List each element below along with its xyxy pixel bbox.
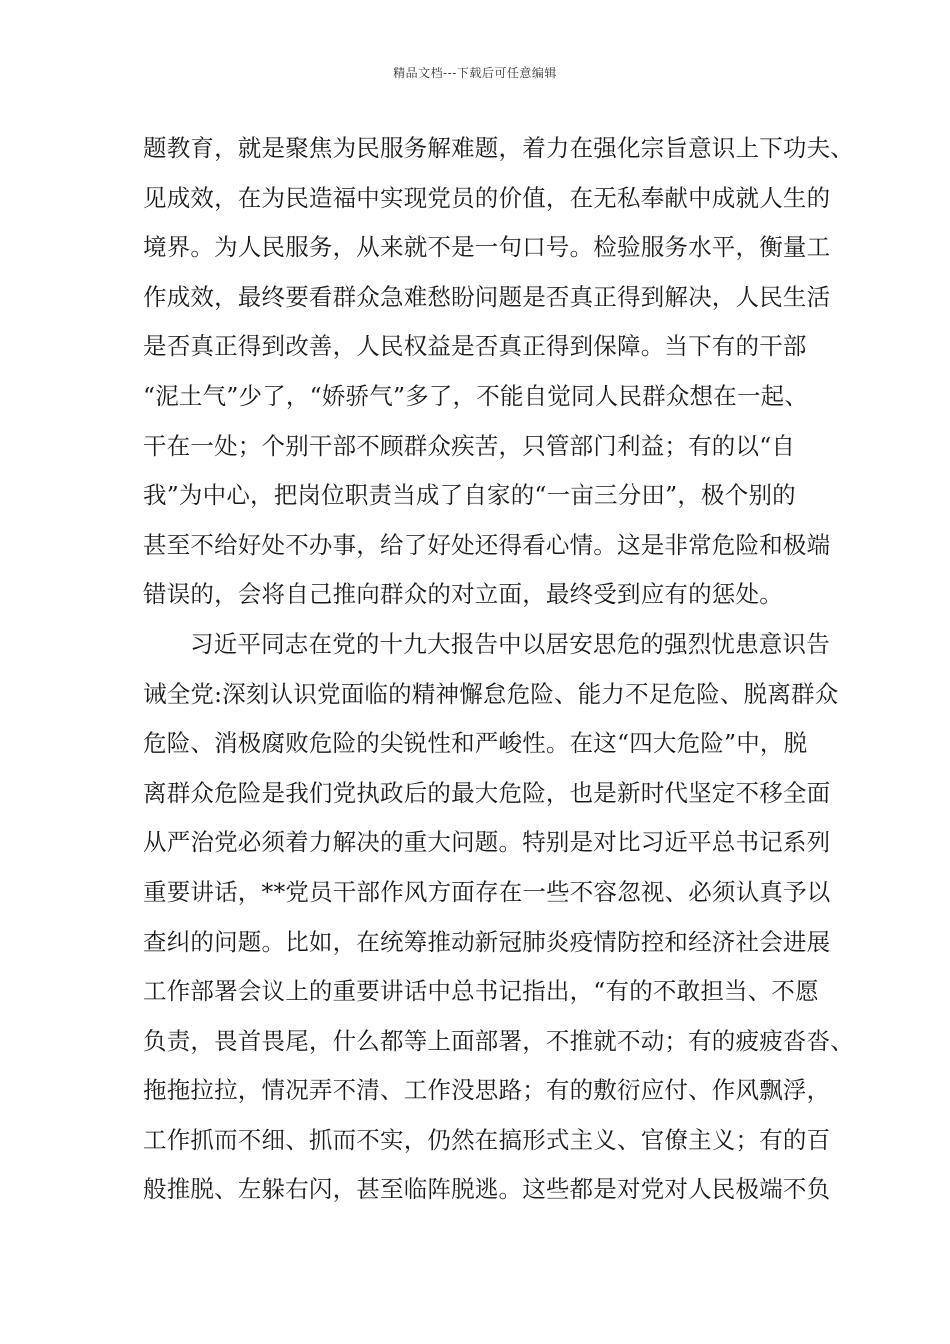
page-header: 精品文档---下载后可任意编辑 xyxy=(393,66,557,80)
text-line: 危险、消极腐败危险的尖锐性和严峻性。在这“四大危险”中，脱 xyxy=(143,729,808,758)
paragraph-1 xyxy=(143,124,854,620)
text-line: 见成效，在为民造福中实现党员的价值，在无私奉献中成就人生的 xyxy=(143,183,831,212)
text-line: 甚至不给好处不办事，给了好处还得看心情。这是非常危险和极端 xyxy=(143,530,831,559)
paragraph-2 xyxy=(143,620,854,1215)
text-line: 境界。为人民服务，从来就不是一句口号。检验服务水平，衡量工 xyxy=(143,233,831,262)
text-line: 干在一处；个别干部不顾群众疾苦，只管部门利益；有的以“自 xyxy=(143,431,796,460)
text-line: “泥土气”少了，“娇骄气”多了，不能自觉同人民群众想在一起、 xyxy=(143,381,809,410)
text-line: 工作部署会议上的重要讲话中总书记指出，“有的不敢担当、不愿 xyxy=(143,977,819,1006)
text-line: 查纠的问题。比如，在统筹推动新冠肺炎疫情防控和经济社会进展 xyxy=(143,927,831,956)
text-line: 重要讲话，**党员干部作风方面存在一些不容忽视、必须认真予以 xyxy=(143,877,831,906)
text-line: 是否真正得到改善，人民权益是否真正得到保障。当下有的干部 xyxy=(143,332,807,361)
text-line: 我”为中心，把岗位职责当成了自家的“一亩三分田”，极个别的 xyxy=(143,481,796,510)
text-line: 题教育，就是聚焦为民服务解难题，着力在强化宗旨意识上下功夫、 xyxy=(143,134,854,162)
text-line: 拖拖拉拉，情况弄不清、工作没思路；有的敷衍应付、作风飘浮， xyxy=(143,1076,831,1105)
text-line: 负责，畏首畏尾，什么都等上面部署，不推就不动；有的疲疲沓沓、 xyxy=(143,1026,854,1055)
text-line: 错误的，会将自己推向群众的对立面，最终受到应有的惩处。 xyxy=(143,580,783,609)
document-body xyxy=(143,124,854,1215)
text-line: 工作抓而不细、抓而不实，仍然在搞形式主义、官僚主义；有的百 xyxy=(143,1125,831,1154)
text-line-first: 习近平同志在党的十九大报告中以居安思危的强烈忧患意识告 xyxy=(190,629,830,658)
text-line: 诫全党:深刻认识党面临的精神懈怠危险、能力不足危险、脱离群众 xyxy=(143,679,839,708)
text-line: 从严治党必须着力解决的重大问题。特别是对比习近平总书记系列 xyxy=(143,828,831,857)
text-line: 离群众危险是我们党执政后的最大危险，也是新时代坚定不移全面 xyxy=(143,778,831,807)
text-line: 作成效，最终要看群众急难愁盼问题是否真正得到解决，人民生活 xyxy=(143,282,831,311)
text-line: 般推脱、左躲右闪，甚至临阵脱逃。这些都是对党对人民极端不负 xyxy=(143,1175,831,1204)
